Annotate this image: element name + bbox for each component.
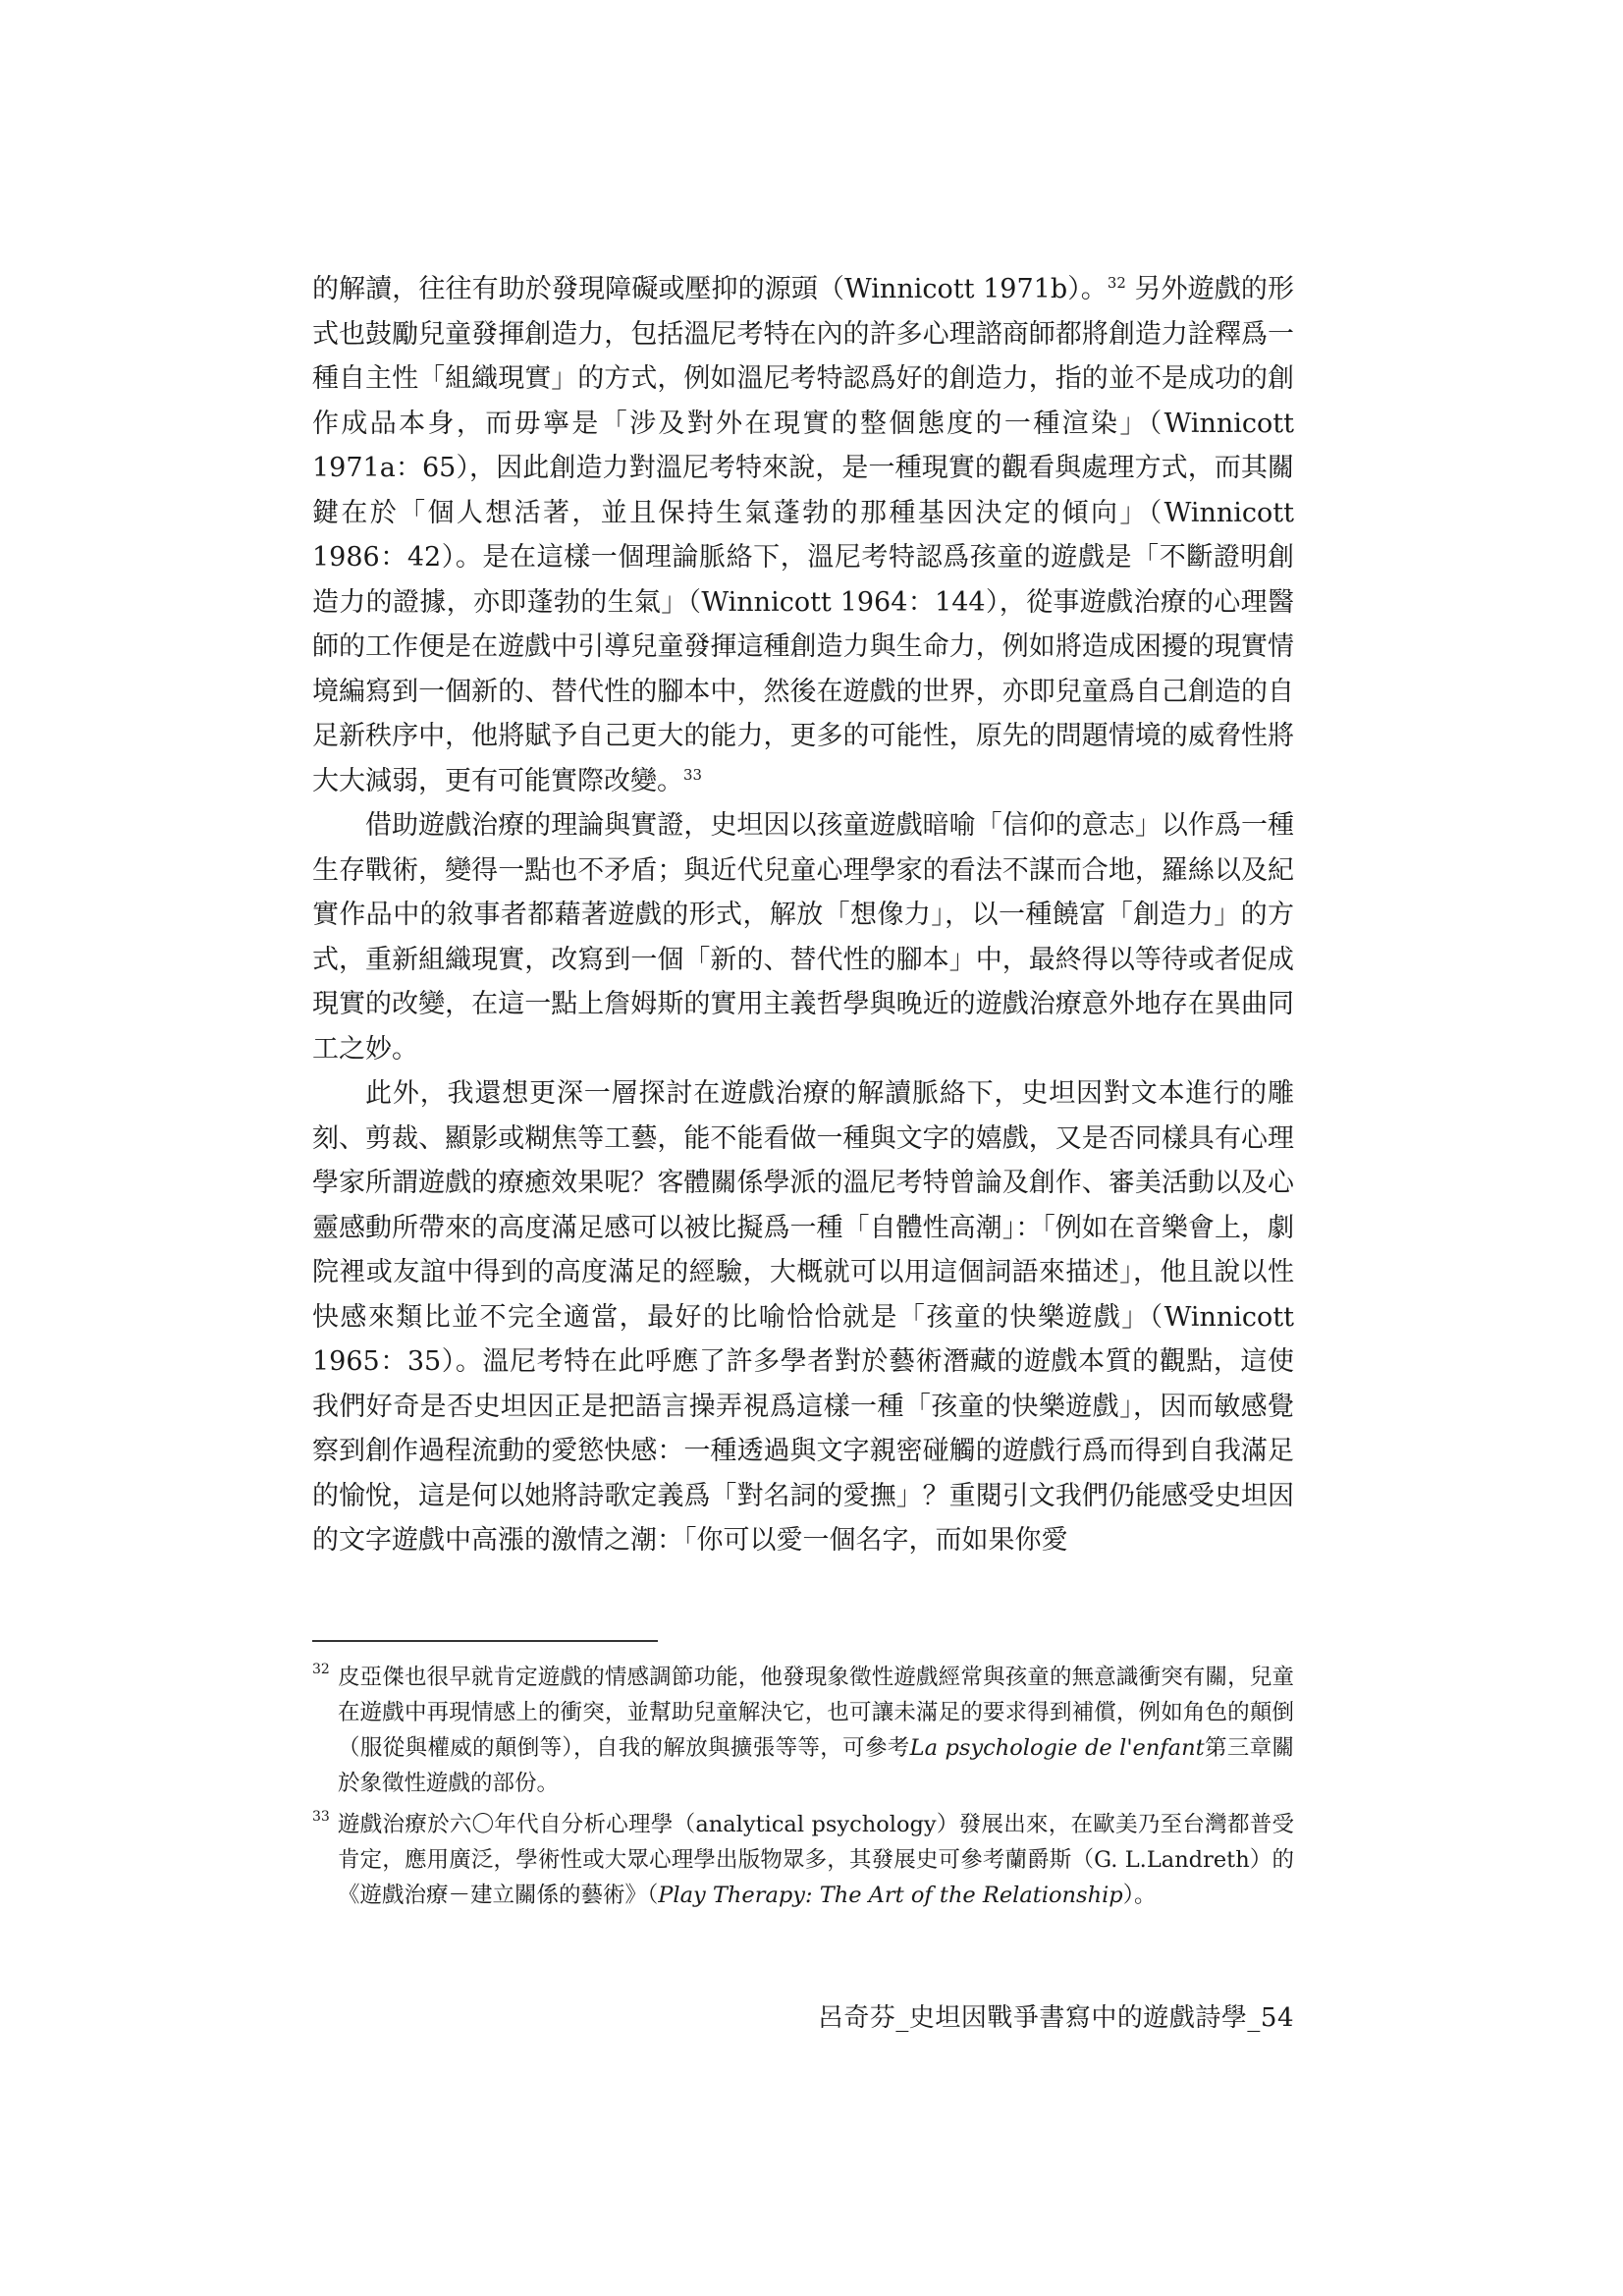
text-run: 借助遊戲治療的理論與實證，史坦因以孩童遊戲暗喻「信仰的意志」以作爲一種生存戰術，變得一點也不矛盾；與近代兒童心理學家的看法不謀而合地，羅絲以及紀實作品中的敘事者都藉著遊戲的形式，解放「想像力」，以一種饒富「創造力」的方式，重新組織現實，改寫到一個「新的、替代性的腳本」中，最終得以等待或者促成現實的改變，在這一點上詹姆斯的實用主義哲學與晚近的遊戲治療意外地存在異曲同工之妙。 [312, 810, 1294, 1065]
paragraph-2 [312, 803, 1294, 1071]
paragraph-1 [312, 267, 1294, 803]
italic-title: Play Therapy: The Art of the Relationship [658, 1883, 1123, 1908]
footnote-text [338, 1665, 1294, 1796]
paragraph-3 [312, 1071, 1294, 1563]
footnote-text [338, 1812, 1294, 1908]
text-run: 此外，我還想更深一層探討在遊戲治療的解讀脈絡下，史坦因對文本進行的雕刻、剪裁、顯影或糊焦等工藝，能不能看做一種與文字的嬉戲，又是否同樣具有心理學家所謂遊戲的療癒效果呢？客體關係學派的溫尼考特曾論及創作、審美活動以及心靈感動所帶來的高度滿足感可以被比擬爲一種「自體性高潮」：「例如在音樂會上，劇院裡或友誼中得到的高度滿足的經驗，大概就可以用這個詞語來描述」，他且說以性快感來類比並不完全適當，最好的比喻恰恰就是「孩童的快樂遊戲」（Winnicott 1965：35）。溫尼考特在此呼應了許多學者對於藝術潛藏的遊戲本質的觀點，這使我們好奇是否史坦因正是把語言操弄視爲這樣一種「孩童的快樂遊戲」，因而敏感覺察到創作過程流動的愛慾快感：一種透過與文字親密碰觸的遊戲行爲而得到自我滿足的愉悅，這是何以她將詩歌定義爲「對名詞的愛撫」？重閱引文我們仍能感受史坦因的文字遊戲中高漲的激情之潮：「你可以愛一個名字，而如果你愛 [312, 1078, 1294, 1556]
footnote-marker: 32 [312, 1662, 330, 1677]
text-run: 的解讀，往往有助於發現障礙或壓抑的源頭（Winnicott 1971b）。 [312, 274, 1108, 304]
body-text [312, 267, 1294, 1563]
footnote-reference: 32 [1107, 274, 1126, 292]
italic-title: La psychologie de l'enfant [909, 1735, 1205, 1761]
running-footer: 呂奇芬_史坦因戰爭書寫中的遊戲詩學_54 [817, 2003, 1294, 2033]
text-run: 另外遊戲的形式也鼓勵兒童發揮創造力，包括溫尼考特在內的許多心理諮商師都將創造力詮釋爲一種自主性「組織現實」的方式，例如溫尼考特認爲好的創造力，指的並不是成功的創作成品本身，而毋寧是「涉及對外在現實的整個態度的一種渲染」（Winnicott 1971a：65），因此創造力對溫尼考特來說，是一種現實的觀看與處理方式，而其關鍵在於「個人想活著，並且保持生氣蓬勃的那種基因決定的傾向」（Winnicott 1986：42）。是在這樣一個理論脈絡下，溫尼考特認爲孩童的遊戲是「不斷證明創造力的證據，亦即蓬勃的生氣」（Winnicott 1964：144），從事遊戲治療的心理醫師的工作便是在遊戲中引導兒童發揮這種創造力與生命力，例如將造成困擾的現實情境編寫到一個新的、替代性的腳本中，然後在遊戲的世界，亦即兒童爲自己創造的自足新秩序中，他將賦予自己更大的能力，更多的可能性，原先的問題情境的威脅性將大大減弱，更有可能實際改變。 [312, 274, 1294, 796]
footnote-separator [312, 1640, 658, 1642]
text-run: 遊戲治療於六〇年代自分析心理學（analytical psychology）發展出來，在歐美乃至台灣都普受肯定，應用廣泛，學術性或大眾心理學出版物眾多，其發展史可參考蘭爵斯（G. L.Landreth）的《遊戲治療－建立關係的藝術》（ [338, 1812, 1294, 1908]
footnote-marker: 33 [312, 1809, 330, 1825]
text-run: 第三章關於象徵性遊戲的部份。 [338, 1735, 1294, 1796]
footnotes [312, 1660, 1294, 1919]
text-run: 皮亞傑也很早就肯定遊戲的情感調節功能，他發現象徵性遊戲經常與孩童的無意識衝突有關，兒童在遊戲中再現情感上的衝突，並幫助兒童解決它，也可讓未滿足的要求得到補償，例如角色的顛倒（服從與權威的顛倒等），自我的解放與擴張等等，可參考 [338, 1665, 1294, 1761]
footnote-33 [312, 1807, 1294, 1913]
footnote-32 [312, 1660, 1294, 1801]
footnote-reference: 33 [683, 765, 702, 784]
text-run: ）。 [1122, 1883, 1157, 1908]
